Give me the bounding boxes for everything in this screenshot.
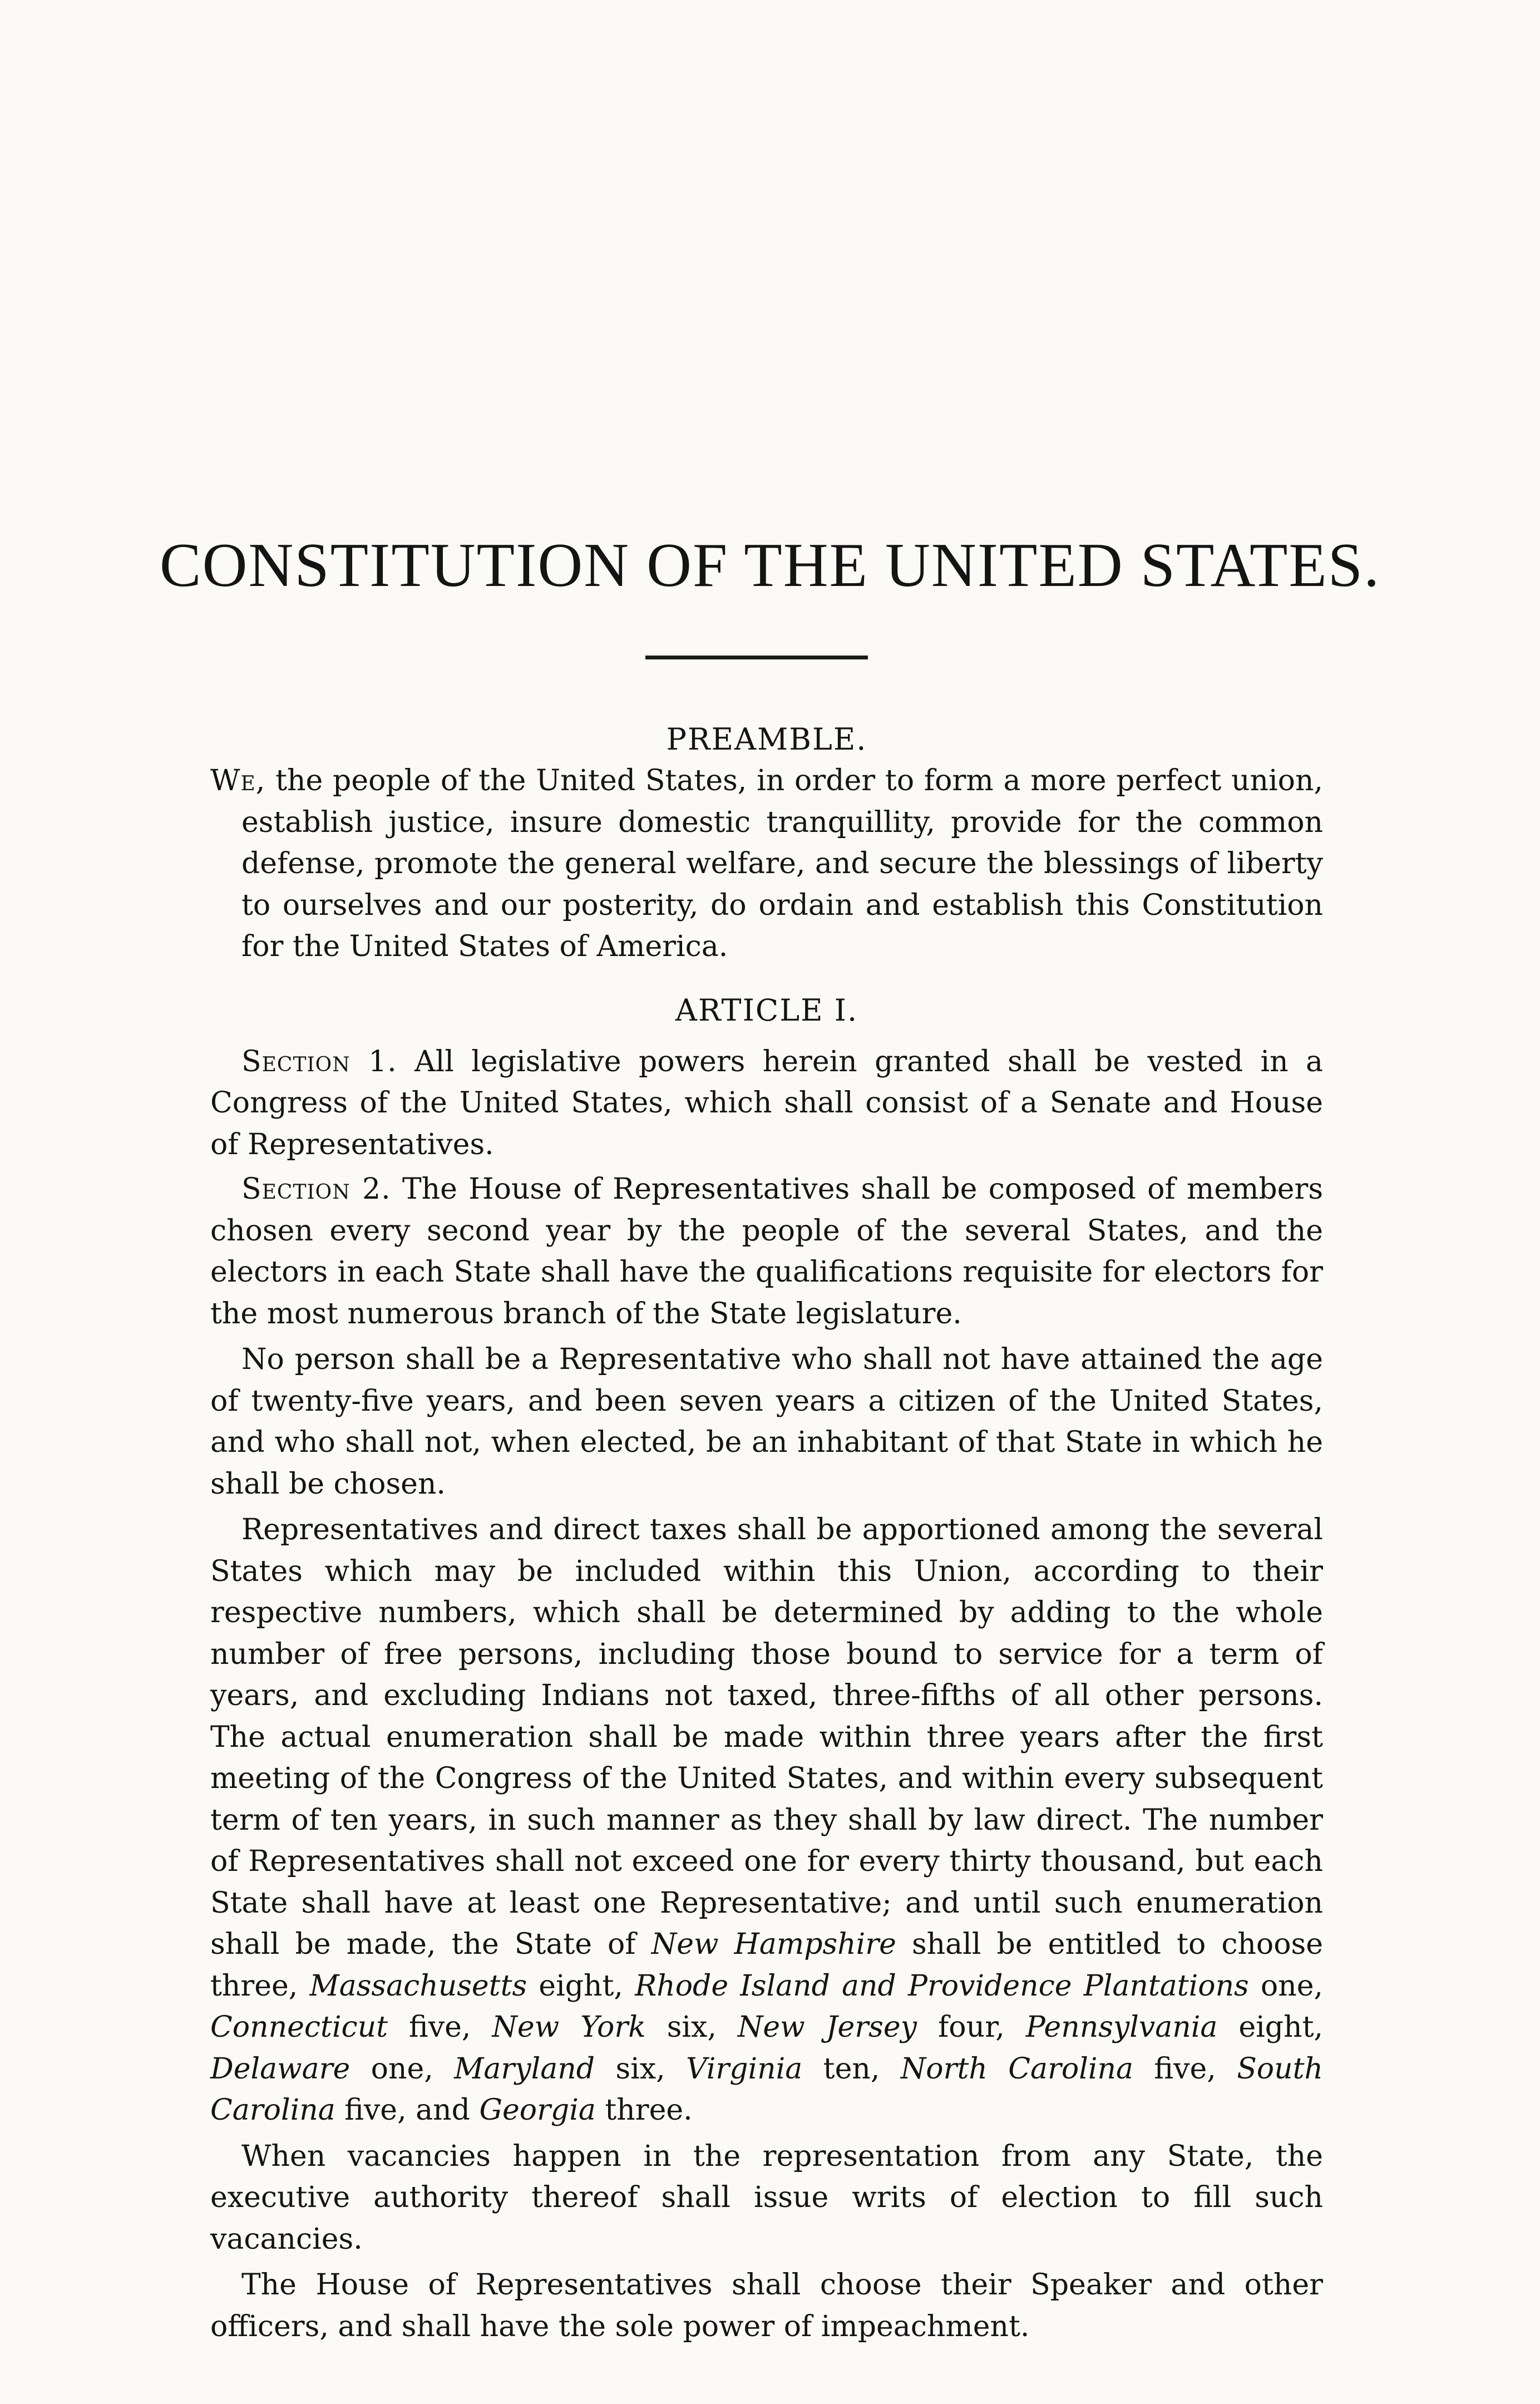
- section-1-text: All legislative powers herein granted shall be vested in a Congress of the United States, which shall consist of a Senate and House of Representatives.: [210, 1045, 1323, 1161]
- state-name: Georgia: [479, 2093, 596, 2127]
- section-2-label: Section 2.: [241, 1173, 391, 1206]
- speaker-paragraph: The House of Representatives shall choose their Speaker and other officers, and shall have the sole power of impeachment.: [210, 2268, 1323, 2343]
- apportionment-text: six,: [645, 2011, 738, 2044]
- state-name: New Hampshire: [651, 1928, 896, 1961]
- state-name: New York: [492, 2011, 646, 2044]
- preamble-lead: We,: [210, 764, 266, 797]
- preamble-heading: PREAMBLE.: [666, 722, 867, 757]
- apportionment-text: Representatives and direct taxes shall be apportioned among the several States which may be included within this Union, according to their respective numbers, which shall be determined by adding to the whole number of free persons, including those bound to service for a term of years, and excluding Indians not taxed, three-fifths of all other persons. The actual enumeration shall be made within three years after the first meeting of the Congress of the United States, and within every subsequent term of ten years, in such manner as they shall by law direct. The number of Representatives shall not exceed one for every thirty thousand, but each State shall have at least one Representative; and until such enumeration shall be made, the State of: [210, 1513, 1323, 1961]
- apportionment-text: one,: [350, 2052, 455, 2086]
- state-name: Rhode Island and Providence Plantations: [635, 1969, 1249, 2003]
- apportionment-text: three.: [595, 2093, 693, 2127]
- apportionment-text: five,: [388, 2011, 492, 2044]
- state-name: South Carolina: [210, 2052, 1323, 2127]
- state-name: Massachusetts: [309, 1969, 527, 2003]
- state-name: Virginia: [686, 2052, 803, 2086]
- state-name: Pennsylvania: [1025, 2011, 1218, 2044]
- section-1-label: Section 1.: [241, 1045, 397, 1078]
- apportionment-text: ten,: [802, 2052, 901, 2086]
- article-heading: ARTICLE I.: [675, 992, 858, 1028]
- title-divider: [645, 656, 868, 659]
- state-name: Connecticut: [210, 2011, 388, 2044]
- apportionment-text: one,: [1248, 1969, 1324, 2003]
- section-2-paragraph: [210, 1169, 1323, 1334]
- preamble-text: [210, 760, 1323, 968]
- state-name: Delaware: [210, 2052, 351, 2086]
- preamble-body: the people of the United States, in order to form a more perfect union, establish justice, insure domestic tranquillity, provide for the common defense, promote the general welfare, and secure the blessings of liberty to ourselves and our posterity, do ordain and establish this Constitution for the United States of America.: [241, 764, 1323, 963]
- state-name: North Carolina: [900, 2052, 1133, 2086]
- apportionment-text: five, and: [335, 2093, 480, 2127]
- section-1-paragraph: [210, 1041, 1323, 1166]
- apportionment-text: six,: [595, 2052, 687, 2086]
- state-name: New Jersey: [737, 2011, 917, 2044]
- section-2-text: The House of Representatives shall be composed of members chosen every second year by the people of the several States, and the electors in each State shall have the qualifications requisite for electors for the most numerous branch of the State legislature.: [210, 1173, 1324, 1331]
- document-title: CONSTITUTION OF THE UNITED STATES.: [159, 531, 1381, 600]
- apportionment-text: five,: [1133, 2052, 1237, 2086]
- apportionment-text: eight,: [1217, 2011, 1324, 2044]
- apportionment-text: four,: [917, 2011, 1026, 2044]
- apportionment-paragraph: [210, 1509, 1323, 2131]
- qualifications-paragraph: No person shall be a Representative who shall not have attained the age of twenty-five years, and been seven years a citizen of the United States, and who shall not, when elected, be an inhabitant of that State in which he shall be chosen.: [210, 1343, 1323, 1501]
- document-body: [210, 719, 1323, 2347]
- apportionment-text: shall be entitled to choose three,: [210, 1928, 1323, 2003]
- apportionment-text: eight,: [527, 1969, 635, 2003]
- vacancies-paragraph: When vacancies happen in the representation from any State, the executive authority thereof shall issue writs of election to fill such vacancies.: [210, 2139, 1323, 2256]
- state-name: Maryland: [454, 2052, 595, 2086]
